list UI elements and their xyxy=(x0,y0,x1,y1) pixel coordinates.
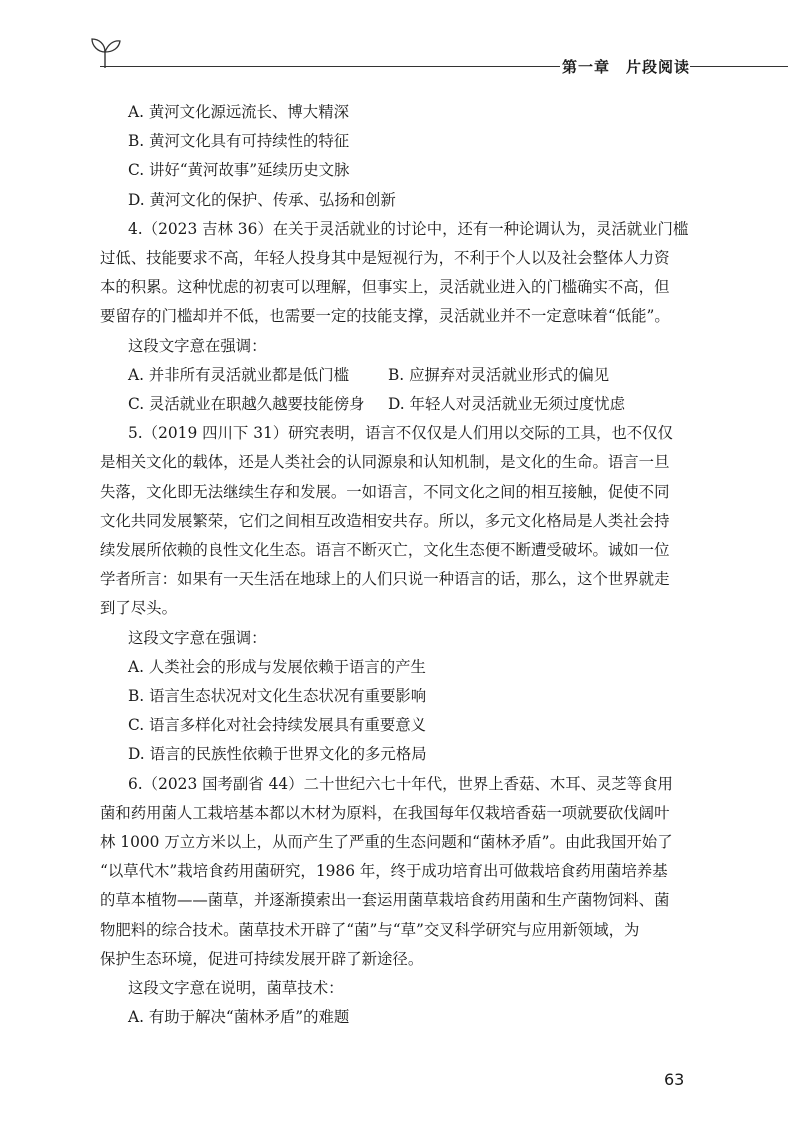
q5-prompt: 这段文字意在强调： xyxy=(128,628,267,647)
q5-line: 到了尽头。 xyxy=(100,599,177,618)
q5-line: 5.（2019 四川下 31）研究表明，语言不仅仅是人们用以交际的工具，也不仅仅 xyxy=(128,424,673,443)
header-rule-left xyxy=(100,66,560,67)
q5-option-c: C. 语言多样化对社会持续发展具有重要意义 xyxy=(128,716,427,735)
q6-line: 菌和药用菌人工栽培基本都以木材为原料，在我国每年仅栽培香菇一项就要砍伐阔叶 xyxy=(100,803,670,822)
q6-line: 物肥料的综合技术。菌草技术开辟了“菌”与“草”交叉科学研究与应用新领域，为 xyxy=(100,920,640,939)
q5-option-a: A. 人类社会的形成与发展依赖于语言的产生 xyxy=(128,657,426,676)
q4-line: 要留存的门槛却并不低，也需要一定的技能支撑，灵活就业并不一定意味着“低能”。 xyxy=(100,307,670,326)
q4-option-b: B. 应摒弃对灵活就业形式的偏见 xyxy=(388,365,610,384)
q4-prompt: 这段文字意在强调： xyxy=(128,336,267,355)
q4-option-c: C. 灵活就业在职越久越要技能傍身 xyxy=(128,395,365,414)
q6-line: “以草代木”栽培食药用菌研究，1986 年，终于成功培育出可做栽培食药用菌培养基 xyxy=(100,862,668,881)
page-number: 63 xyxy=(664,1070,685,1089)
q4-line: 本的积累。这种忧虑的初衷可以理解，但事实上，灵活就业进入的门槛确实不高，但 xyxy=(100,278,670,297)
question-5 xyxy=(100,419,700,769)
q4-line: 4.（2023 吉林 36）在关于灵活就业的讨论中，还有一种论调认为，灵活就业门槛 xyxy=(128,219,689,238)
q3-option-d: D. 黄河文化的保护、传承、弘扬和创新 xyxy=(128,190,396,209)
q5-option-d: D. 语言的民族性依赖于世界文化的多元格局 xyxy=(128,745,427,764)
q6-option-a: A. 有助于解决“菌林矛盾”的难题 xyxy=(128,1008,350,1027)
q6-line: 林 1000 万立方米以上，从而产生了严重的生态问题和“菌林矛盾”。由此我国开始了 xyxy=(100,833,673,852)
q3-option-a: A. 黄河文化源远流长、博大精深 xyxy=(128,103,349,121)
header-rule-right xyxy=(690,66,788,67)
q5-line: 学者所言：如果有一天生活在地球上的人们只说一种语言的话，那么，这个世界就走 xyxy=(100,570,670,589)
q5-line: 续发展所依赖的良性文化生态。语言不断灭亡，文化生态便不断遭受破坏。诚如一位 xyxy=(100,541,670,560)
q5-line: 失落，文化即无法继续生存和发展。一如语言，不同文化之间的相互接触，促使不同 xyxy=(100,482,670,501)
q5-line: 是相关文化的载体，还是人类社会的认同源泉和认知机制，是文化的生命。语言一旦 xyxy=(100,453,670,472)
q3-option-c: C. 讲好“黄河故事”延续历史文脉 xyxy=(128,161,350,180)
q3-option-b: B. 黄河文化具有可持续性的特征 xyxy=(128,132,350,151)
chapter-header: 第一章 片段阅读 xyxy=(562,58,691,76)
question-4 xyxy=(100,215,700,419)
sprout-icon xyxy=(88,30,122,70)
q5-line: 文化共同发展繁荣，它们之间相互改造相安共存。所以，多元文化格局是人类社会持 xyxy=(100,511,670,530)
question-6 xyxy=(100,770,700,1033)
q6-line: 保护生态环境，促进可持续发展开辟了新途径。 xyxy=(100,949,424,968)
q6-line: 6.（2023 国考副省 44）二十世纪六七十年代，世界上香菇、木耳、灵芝等食用 xyxy=(128,774,673,793)
page-content xyxy=(100,98,700,1033)
q6-prompt: 这段文字意在说明，菌草技术： xyxy=(128,979,344,998)
q4-line: 过低、技能要求不高，年轻人投身其中是短视行为，不利于个人以及社会整体人力资 xyxy=(100,249,670,268)
q6-line: 的草本植物——菌草，并逐渐摸索出一套运用菌草栽培食药用菌和生产菌物饲料、菌 xyxy=(100,891,670,910)
q5-option-b: B. 语言生态状况对文化生态状况有重要影响 xyxy=(128,687,427,706)
q4-option-d: D. 年轻人对灵活就业无须过度忧虑 xyxy=(388,395,626,414)
q4-option-a: A. 并非所有灵活就业都是低门槛 xyxy=(128,365,349,384)
